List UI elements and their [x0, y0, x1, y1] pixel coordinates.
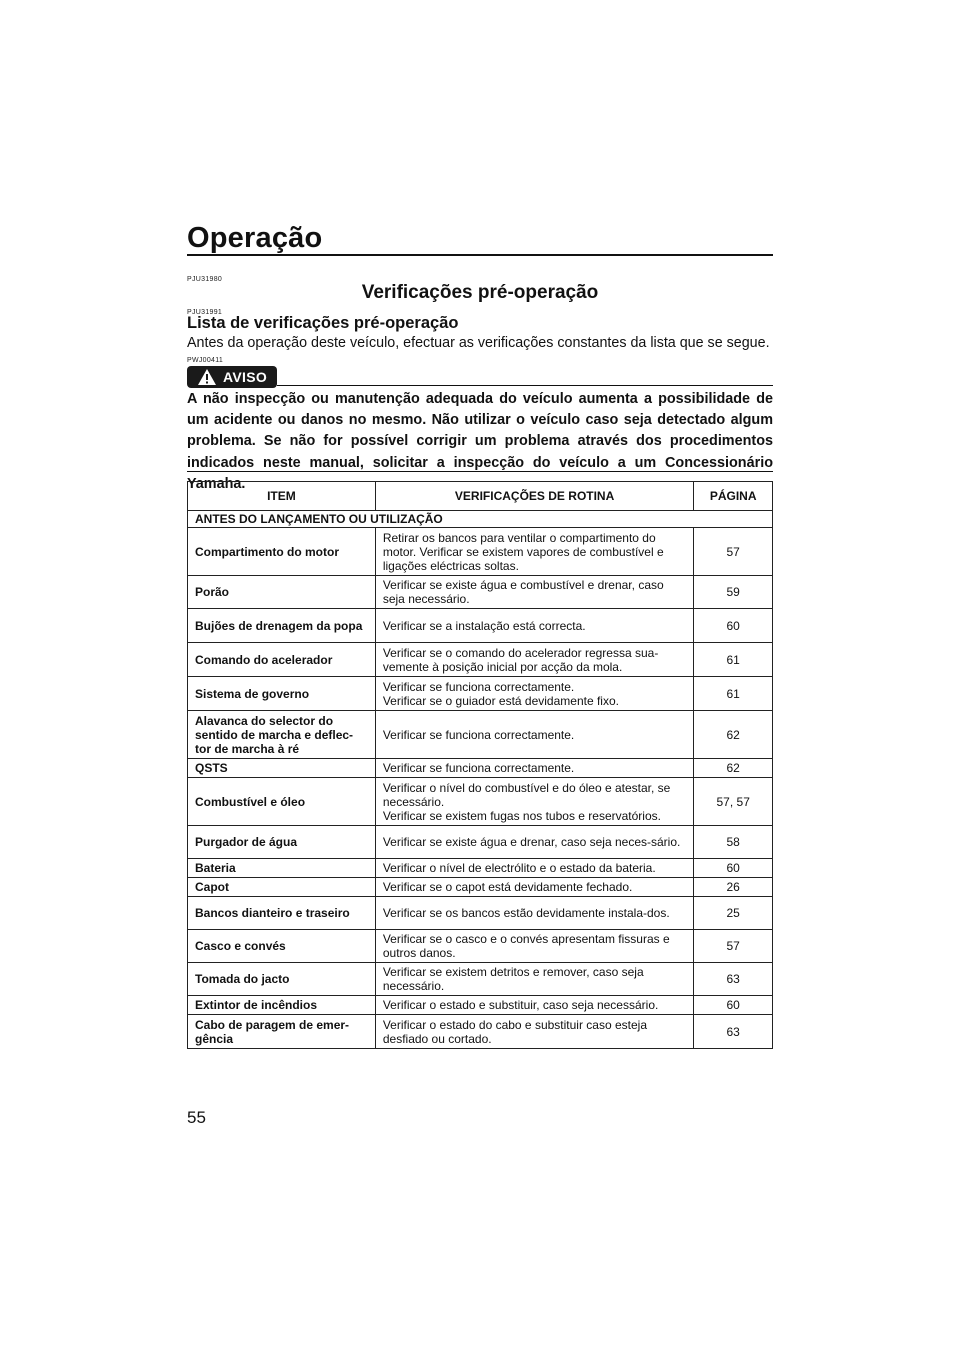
warning-bottom-rule	[187, 471, 773, 472]
table-row	[188, 878, 773, 897]
cell-page: 57	[694, 930, 773, 963]
subsection-code: PJU31991	[187, 309, 223, 316]
cell-page: 58	[694, 826, 773, 859]
cell-page: 57	[694, 528, 773, 576]
table-row	[188, 859, 773, 878]
page-header	[187, 222, 773, 256]
cell-item: Alavanca do selector do sentido de marcha e deflec-tor de marcha à ré	[188, 711, 376, 759]
cell-item: Extintor de incêndios	[188, 996, 376, 1015]
cell-page: 61	[694, 643, 773, 677]
cell-page: 61	[694, 677, 773, 711]
cell-page: 63	[694, 1015, 773, 1049]
cell-item: Tomada do jacto	[188, 963, 376, 996]
header-checks: VERIFICAÇÕES DE ROTINA	[375, 482, 694, 511]
cell-check: Verificar o nível do combustível e do óleo e atestar, se necessário. Verificar se existem fugas nos tubos e reservatórios.	[375, 778, 694, 826]
table-group-row	[188, 511, 773, 528]
cell-check: Verificar se existe água e drenar, caso seja neces-sário.	[375, 826, 694, 859]
cell-page: 57, 57	[694, 778, 773, 826]
intro-text: Antes da operação deste veículo, efectuar as verificações constantes da lista que se segue.	[187, 335, 770, 351]
pre-operation-checklist-table	[187, 481, 773, 1049]
cell-page: 60	[694, 996, 773, 1015]
cell-check: Verificar se existe água e combustível e drenar, caso seja necessário.	[375, 576, 694, 609]
cell-item: Capot	[188, 878, 376, 897]
cell-item: Bujões de drenagem da popa	[188, 609, 376, 643]
section-title: Verificações pré-operação	[361, 282, 599, 303]
table-row	[188, 826, 773, 859]
cell-item: Porão	[188, 576, 376, 609]
warning-label: AVISO	[223, 369, 268, 385]
cell-item: Combustível e óleo	[188, 778, 376, 826]
table-row	[188, 711, 773, 759]
table-row	[188, 759, 773, 778]
cell-item: Compartimento do motor	[188, 528, 376, 576]
table-row	[188, 609, 773, 643]
cell-page: 62	[694, 711, 773, 759]
warning-triangle-icon	[197, 368, 217, 386]
cell-check: Retirar os bancos para ventilar o compartimento do motor. Verificar se existem vapores de combustível e ligações eléctricas soltas.	[375, 528, 694, 576]
page-title: Operação	[187, 222, 323, 254]
section-code: PJU31980	[187, 276, 223, 283]
cell-page: 60	[694, 609, 773, 643]
cell-check: Verificar se o comando do acelerador regressa sua-vemente à posição inicial por acção da mola.	[375, 643, 694, 677]
cell-item: Casco e convés	[188, 930, 376, 963]
table-row	[188, 996, 773, 1015]
group-label: ANTES DO LANÇAMENTO OU UTILIZAÇÃO	[188, 511, 773, 528]
cell-page: 60	[694, 859, 773, 878]
warning-badge	[187, 366, 277, 388]
cell-check: Verificar se funciona correctamente.	[375, 759, 694, 778]
header-page: PÁGINA	[694, 482, 773, 511]
cell-item: Bateria	[188, 859, 376, 878]
cell-item: Sistema de governo	[188, 677, 376, 711]
cell-item: Cabo de paragem de emer-gência	[188, 1015, 376, 1049]
table-row	[188, 1015, 773, 1049]
cell-page: 63	[694, 963, 773, 996]
table-row	[188, 677, 773, 711]
cell-page: 26	[694, 878, 773, 897]
cell-check: Verificar o nível de electrólito e o estado da bateria.	[375, 859, 694, 878]
table-row	[188, 930, 773, 963]
header-rule	[187, 254, 773, 256]
cell-item: Comando do acelerador	[188, 643, 376, 677]
cell-check: Verificar o estado do cabo e substituir caso esteja desfiado ou cortado.	[375, 1015, 694, 1049]
cell-check: Verificar se funciona correctamente.	[375, 711, 694, 759]
warning-top-rule	[277, 385, 773, 386]
cell-page: 62	[694, 759, 773, 778]
cell-item: QSTS	[188, 759, 376, 778]
header-item: ITEM	[188, 482, 376, 511]
cell-check: Verificar se os bancos estão devidamente instala-dos.	[375, 897, 694, 930]
table-row	[188, 643, 773, 677]
cell-check: Verificar o estado e substituir, caso seja necessário.	[375, 996, 694, 1015]
table-row	[188, 897, 773, 930]
table-row	[188, 778, 773, 826]
cell-check: Verificar se o capot está devidamente fechado.	[375, 878, 694, 897]
table-header-row	[188, 482, 773, 511]
table-row	[188, 963, 773, 996]
cell-item: Bancos dianteiro e traseiro	[188, 897, 376, 930]
cell-item: Purgador de água	[188, 826, 376, 859]
cell-page: 59	[694, 576, 773, 609]
cell-check: Verificar se existem detritos e remover, caso seja necessário.	[375, 963, 694, 996]
cell-check: Verificar se a instalação está correcta.	[375, 609, 694, 643]
warning-text: A não inspecção ou manutenção adequada do veículo aumenta a possibilidade de um acidente ou danos no mesmo. Não utilizar o veículo caso seja detectado algum problema. Se não for possível corrigir um problema através dos procedimentos indicados neste manual, solicitar a inspecção do veículo a um Concessionário Yamaha.	[187, 391, 773, 492]
subsection-title: Lista de verificações pré-operação	[187, 314, 459, 332]
table-row	[188, 528, 773, 576]
page-number: 55	[187, 1108, 206, 1127]
cell-check: Verificar se funciona correctamente. Verificar se o guiador está devidamente fixo.	[375, 677, 694, 711]
cell-page: 25	[694, 897, 773, 930]
table-row	[188, 576, 773, 609]
cell-check: Verificar se o casco e o convés apresentam fissuras e outros danos.	[375, 930, 694, 963]
warning-code: PWJ00411	[187, 357, 224, 364]
